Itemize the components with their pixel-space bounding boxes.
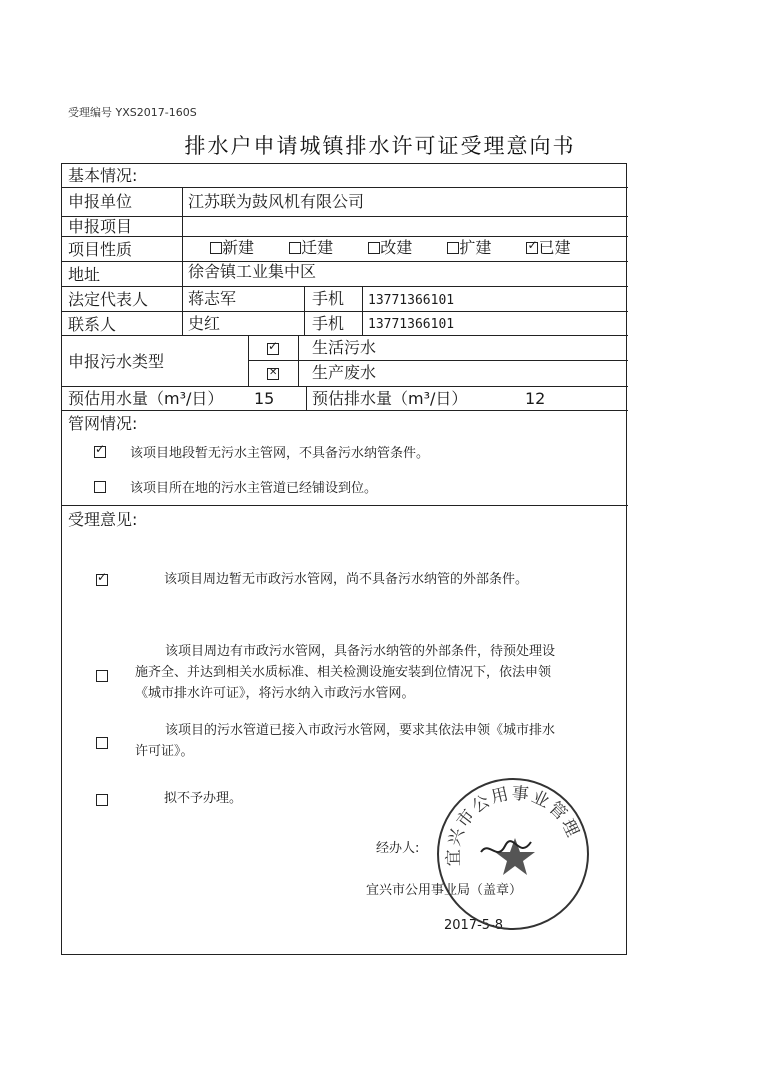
checked-box-icon	[94, 446, 106, 458]
seal-graphic	[439, 780, 591, 932]
applicant-value: 江苏联为鼓风机有限公司	[188, 192, 365, 211]
sewage-type-industrial: 生产废水	[312, 363, 377, 382]
opinion-item-4-mark	[96, 794, 108, 808]
legal-rep-value: 蒋志军	[188, 289, 237, 308]
legal-rep-label: 法定代表人	[68, 290, 149, 309]
water-use-label: 预估用水量（m³/日）	[68, 389, 224, 408]
water-discharge-label: 预估排水量（m³/日）	[312, 389, 468, 408]
handler-signature-icon	[481, 841, 531, 852]
handler-label: 经办人:	[376, 841, 420, 856]
opinion-item-3: 该项目的污水管道已接入市政污水管网，要求其依法申领《城市排水 许可证》。	[135, 723, 556, 759]
checked-box-icon	[526, 242, 538, 254]
opinion-item-1: 该项目周边暂无市政污水管网，尚不具备污水纳管的外部条件。	[164, 572, 529, 587]
nature-option-relocate: 迁建	[289, 240, 333, 256]
nature-option-new: 新建	[210, 240, 254, 256]
pipe-item-1: ✓该项目地段暂无污水主管网，不具备污水纳管条件。	[94, 446, 429, 460]
seal-text: 宜兴市公用事业管理	[443, 783, 584, 867]
address-label: 地址	[68, 265, 101, 284]
opinion-item-1-mark	[96, 574, 108, 588]
checkbox-icon	[210, 242, 222, 254]
crossed-box-icon	[267, 368, 279, 380]
checkbox-icon	[447, 242, 459, 254]
nature-options	[210, 240, 570, 256]
nature-option-built: ✓ 已建	[526, 240, 570, 256]
checkbox-icon	[289, 242, 301, 254]
checked-box-icon	[267, 343, 279, 355]
pipe-item-2: 该项目所在地的污水主管道已经铺设到位。	[94, 481, 377, 495]
opinion-item-3-mark	[96, 737, 108, 751]
issuing-org: 宜兴市公用事业局（盖章）	[366, 883, 523, 898]
checkbox-icon	[368, 242, 380, 254]
water-discharge-value: 12	[525, 389, 546, 408]
basic-heading: 基本情况:	[68, 166, 138, 185]
contact-phone-label: 手机	[312, 314, 345, 333]
sewage-type-domestic: 生活污水	[312, 338, 377, 357]
legal-phone-label: 手机	[312, 289, 345, 308]
opinion-heading: 受理意见:	[68, 510, 138, 529]
nature-option-expand: 扩建	[447, 240, 491, 256]
opinion-item-2: 该项目周边有市政污水管网，具备污水纳管的外部条件，待预处理设 施齐全、并达到相关水质标准、相关检测设施安装到位情况下，依法申领 《城市排水许可证》，将污水纳入市政污水管网。	[135, 644, 556, 701]
checkbox-icon	[94, 481, 106, 493]
sewage-type-industrial-mark	[267, 366, 279, 382]
sewage-type-domestic-mark	[267, 341, 279, 357]
contact-phone-value: 13771366101	[368, 317, 455, 332]
document-title: 排水户申请城镇排水许可证受理意向书	[184, 134, 576, 158]
project-label: 申报项目	[68, 217, 133, 236]
pipe-heading: 管网情况:	[68, 414, 138, 433]
checkbox-icon	[96, 670, 108, 682]
official-seal	[437, 778, 589, 933]
checkbox-icon	[96, 794, 108, 806]
contact-value: 史红	[188, 314, 221, 333]
contact-label: 联系人	[68, 315, 117, 334]
sewage-type-label: 申报污水类型	[68, 352, 165, 371]
issue-date: 2017-5-8	[444, 918, 504, 933]
address-value: 徐舍镇工业集中区	[188, 262, 317, 281]
checkbox-icon	[96, 737, 108, 749]
checked-box-icon	[96, 574, 108, 586]
opinion-item-2-mark	[96, 670, 108, 684]
nature-label: 项目性质	[68, 240, 133, 259]
nature-option-rebuild: 改建	[368, 240, 412, 256]
water-use-value: 15	[254, 389, 275, 408]
serial-number: 受理编号 YXS2017-160S	[68, 106, 197, 119]
applicant-label: 申报单位	[68, 192, 133, 211]
legal-phone-value: 13771366101	[368, 293, 455, 308]
opinion-item-4: 拟不予办理。	[164, 791, 243, 806]
